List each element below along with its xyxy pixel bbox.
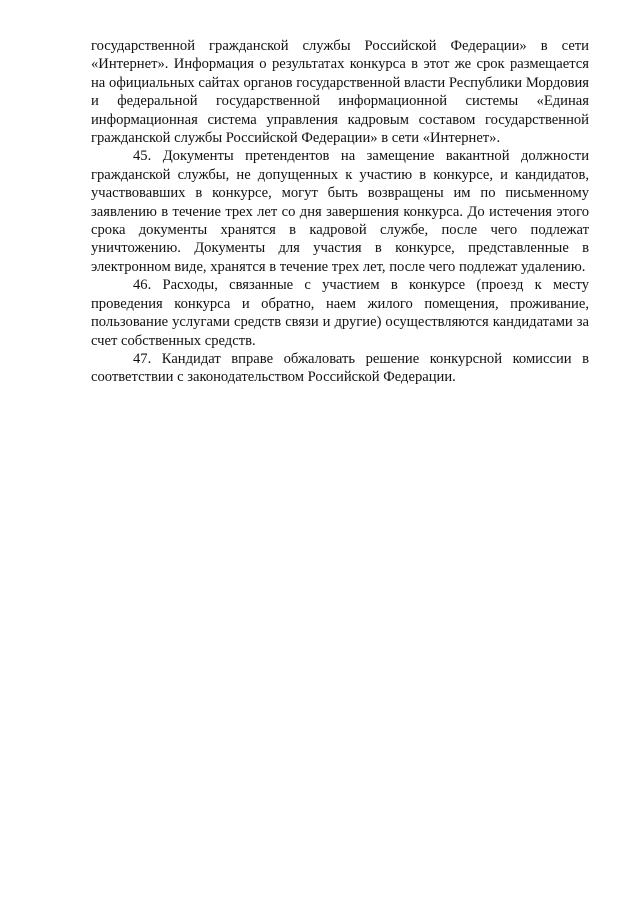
paragraph-47: 47. Кандидат вправе обжаловать решение конкурсной комиссии в соответствии с законодательством Российской Федерации. bbox=[91, 350, 589, 386]
document-body bbox=[91, 37, 589, 387]
paragraph-46: 46. Расходы, связанные с участием в конкурсе (проезд к месту проведения конкурса и обратно, наем жилого помещения, проживание, пользование услугами средств связи и другие) осуществляются кандидатами за счет собственных средств. bbox=[91, 277, 589, 349]
paragraph-45: 45. Документы претендентов на замещение вакантной должности гражданской службы, не допущенных к участию в конкурсе, и кандидатов, участвовавших в конкурсе, могут быть возвращены им по письменному заявлению в течение трех лет со дня завершения конкурса. До истечения этого срока документы хранятся в кадровой службе, после чего подлежат уничтожению. Документы для участия в конкурсе, представленные в электронном виде, хранятся в течение трех лет, после чего подлежат удалению. bbox=[91, 148, 589, 275]
paragraph-continuation: государственной гражданской службы Российской Федерации» в сети «Интернет». Информация о результатах конкурса в этот же срок размещается на официальных сайтах органов государственной власти Республики Мордовия и федеральной государственной информационной системы «Единая информационная система управления кадровым составом государственной гражданской службы Российской Федерации» в сети «Интернет». bbox=[91, 38, 589, 147]
